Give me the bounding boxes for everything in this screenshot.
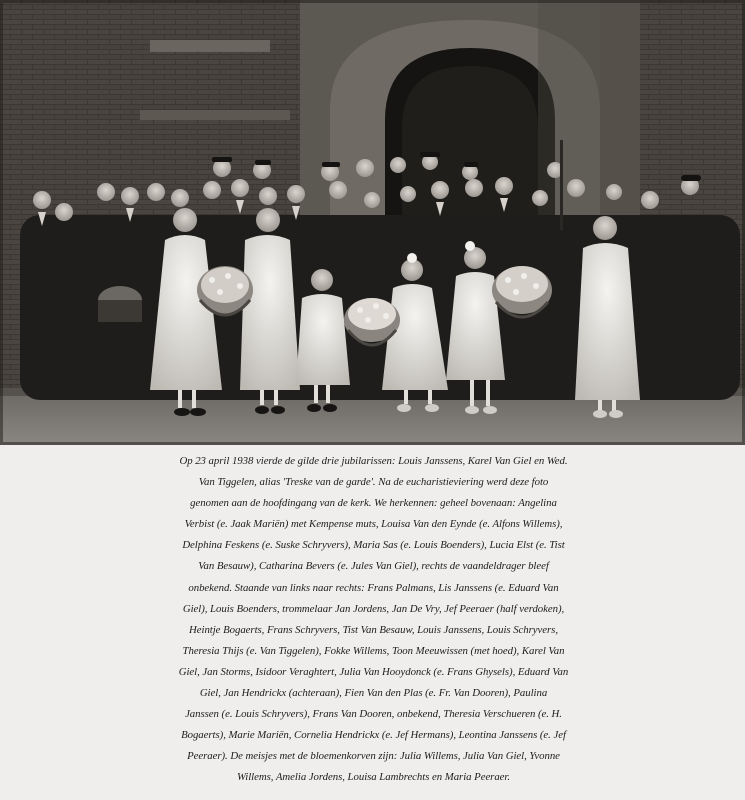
caption-line: Theresia Thijs (e. Van Tiggelen), Fokke Willems, Toon Meeuwissen (met hoed), Karel Van [182, 644, 565, 657]
caption-line: Willems, Amelia Jordens, Louisa Lambrechts en Maria Peeraer. [236, 771, 511, 784]
caption-line: Bogaerts), Marie Mariën, Cornelia Hendrickx (e. Jef Hermans), Leontina Janssens (e. Jef [181, 729, 566, 742]
caption-line: Van Tiggelen, alias 'Treske van de garde'. Na de eucharistieviering werd deze foto [198, 476, 549, 489]
caption-line: Giel), Louis Boenders, trommelaar Jan Jordens, Jan De Vry, Jef Peeraer (half verdoken), [182, 602, 565, 615]
caption-line: Giel, Jan Storms, Isidoor Veraghtert, Julia Van Hooydonck (e. Frans Ghysels), Eduard Van [178, 665, 569, 678]
caption-line: Van Besauw), Catharina Bevers (e. Jules Van Giel), rechts de vaandeldrager bleef [198, 560, 549, 573]
caption-line: Verbist (e. Jaak Mariën) met Kempense muts, Louisa Van den Eynde (e. Alfons Willems), [184, 518, 563, 531]
caption-line: Delphina Feskens (e. Suske Schryvers), Maria Sas (e. Louis Boenders), Lucia Elst (e. Tist [182, 539, 565, 552]
caption-line: genomen aan de hoofdingang van de kerk. We herkennen: geheel bovenaan: Angelina [190, 497, 557, 510]
caption-line: Giel, Jan Hendrickx (achteraan), Fien Van den Plas (e. Fr. Van Dooren), Paulina [199, 687, 548, 700]
caption-line: Heintje Bogaerts, Frans Schryvers, Tist Van Besauw, Louis Janssens, Louis Schryvers, [189, 623, 558, 636]
caption-line: Peeraer). De meisjes met de bloemenkorven zijn: Julia Willems, Julia Van Giel, Yvonne [187, 750, 560, 763]
caption-line: onbekend. Staande van links naar rechts: Frans Palmans, Lis Janssens (e. Eduard Van [188, 581, 559, 594]
caption-line: Janssen (e. Louis Schryvers), Frans Van Dooren, onbekend, Theresia Verschueren (e. H. [185, 708, 562, 721]
photo-caption [6, 451, 741, 796]
caption-line: Op 23 april 1938 vierde de gilde drie jubilarissen: Louis Janssens, Karel Van Giel en Wed. [179, 455, 568, 467]
